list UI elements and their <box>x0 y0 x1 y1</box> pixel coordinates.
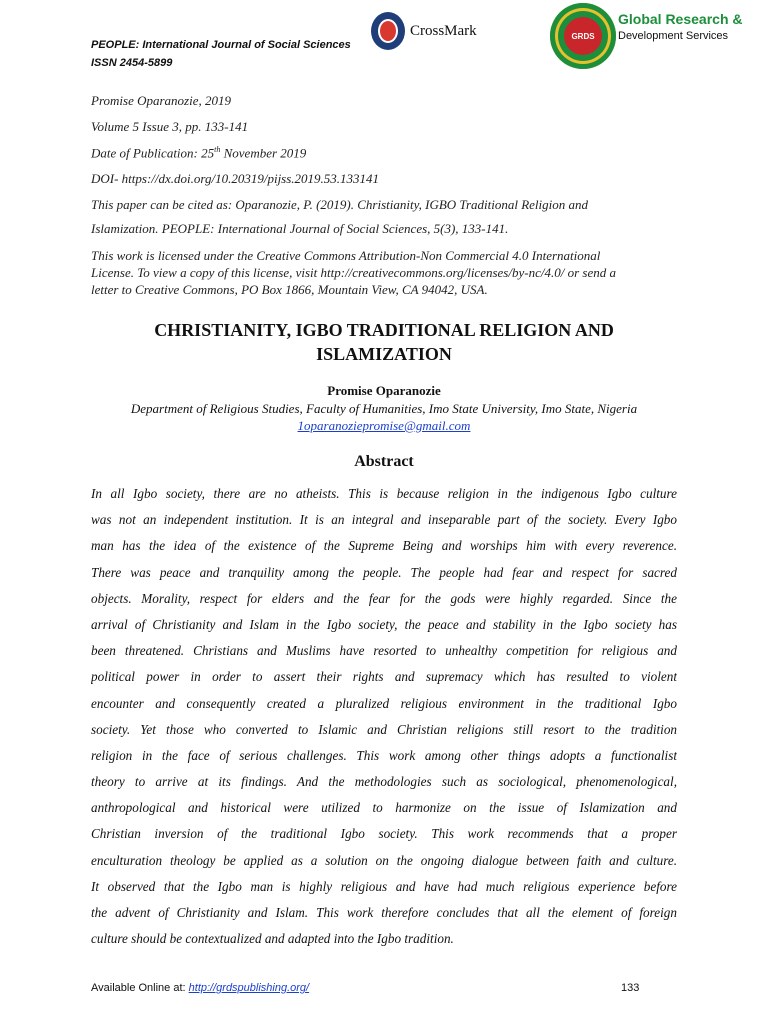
abstract-line: In all Igbo society, there are no atheists. This is because religion in the indigenous Igbo culture <box>91 486 677 501</box>
author-name: Promise Oparanozie <box>327 383 441 398</box>
abstract-line: political power in order to assert their rights and supremacy which has resulted to violent <box>91 669 677 685</box>
abstract-line: objects. Morality, respect for elders and the fear for the gods were highly regarded. Since the <box>91 590 677 606</box>
grds-seal-text: GRDS <box>564 17 602 55</box>
abstract-body <box>91 481 677 952</box>
grds-logo <box>550 3 750 75</box>
crossmark-icon <box>371 12 405 50</box>
date-suffix: th <box>214 145 221 154</box>
meta-citation-line: This paper can be cited as: Oparanozie, P. (2019). Christianity, IGBO Traditional Religion and <box>91 197 588 212</box>
abstract-line: encounter and consequently created a pluralized religious environment in the traditional Igbo <box>91 695 677 711</box>
date-prefix: Date of Publication: 25 <box>91 145 215 161</box>
abstract-line: It observed that the Igbo man is highly religious and have had much religious experience before <box>91 878 677 894</box>
footer-available-label: Available Online at: <box>91 982 189 994</box>
author-email-link[interactable]: 1oparanoziepromise@gmail.com <box>297 418 471 433</box>
crossmark-logo[interactable] <box>371 11 501 51</box>
meta-license-line[interactable]: License. To view a copy of this license, visit http://creativecommons.org/licenses/by-nc/4.0/ or send a <box>91 265 616 280</box>
grds-subtitle: Development Services <box>618 30 729 42</box>
meta-license-line: letter to Creative Commons, PO Box 1866, Mountain View, CA 94042, USA. <box>91 282 488 297</box>
abstract-line: arrival of Christianity and Islam in the Igbo society, the peace and stability in the Igbo society has <box>91 616 677 632</box>
abstract-line: Christian inversion of the traditional Igbo society. This work recommends that a proper <box>91 826 677 842</box>
abstract-line: society. Yet those who converted to Islamic and Christian religions still resort to the tradition <box>91 721 677 737</box>
meta-license-line: This work is licensed under the Creative Commons Attribution-Non Commercial 4.0 International <box>91 248 601 263</box>
paper-title-line: CHRISTIANITY, IGBO TRADITIONAL RELIGION AND <box>154 320 614 340</box>
grds-seal-icon <box>550 3 616 69</box>
abstract-line: There was peace and tranquility among the people. The people had fear and respect for sacred <box>91 564 677 580</box>
abstract-line: enculturation theology be applied as a solution on the ongoing dialogue between faith and culture. <box>91 852 677 868</box>
author-affiliation: Department of Religious Studies, Faculty of Humanities, Imo State University, Imo State, Nigeria <box>130 401 638 416</box>
abstract-line: anthropological and historical were utilized to harmonize on the issue of Islamization and <box>91 800 677 816</box>
meta-volume: Volume 5 Issue 3, pp. 133-141 <box>91 119 249 134</box>
meta-citation-line: Islamization. PEOPLE: International Journal of Social Sciences, 5(3), 133-141. <box>91 221 509 236</box>
abstract-heading: Abstract <box>354 453 414 470</box>
abstract-line: theory to arrive at its findings. And the methodologies such as sociological, phenomenological, <box>91 774 677 790</box>
meta-publication-date <box>91 145 306 161</box>
paper-title <box>91 318 677 366</box>
abstract-line: was not an independent institution. It is an integral and inseparable part of the society. Every Igbo <box>91 512 677 528</box>
page-number: 133 <box>621 982 640 994</box>
abstract-line: been threatened. Christians and Muslims have resorted to unhealthy competition for religious and <box>91 643 677 659</box>
crossmark-label: CrossMark <box>410 22 477 39</box>
paper-title-line: ISLAMIZATION <box>316 344 452 364</box>
abstract-line: religion in the face of serious challenges. This work among other things adopts a functionalist <box>91 747 677 763</box>
journal-name: PEOPLE: International Journal of Social Sciences <box>91 39 351 51</box>
abstract-line: the advent of Christianity and Islam. This work therefore concludes that all the element of foreign <box>91 905 677 920</box>
footer-url-link[interactable]: http://grdspublishing.org/ <box>188 982 310 994</box>
date-rest: November 2019 <box>220 145 307 161</box>
footer-available-online <box>91 982 309 994</box>
abstract-line: culture should be contextualized and adapted into the Igbo tradition. <box>91 931 454 947</box>
grds-title: Global Research & <box>618 11 743 27</box>
abstract-line: man has the idea of the existence of the Supreme Being and worships him with every reverence. <box>91 538 677 554</box>
meta-author-year: Promise Oparanozie, 2019 <box>91 93 231 108</box>
meta-doi[interactable]: DOI- https://dx.doi.org/10.20319/pijss.2019.53.133141 <box>91 171 380 186</box>
journal-issn: ISSN 2454-5899 <box>91 57 173 69</box>
